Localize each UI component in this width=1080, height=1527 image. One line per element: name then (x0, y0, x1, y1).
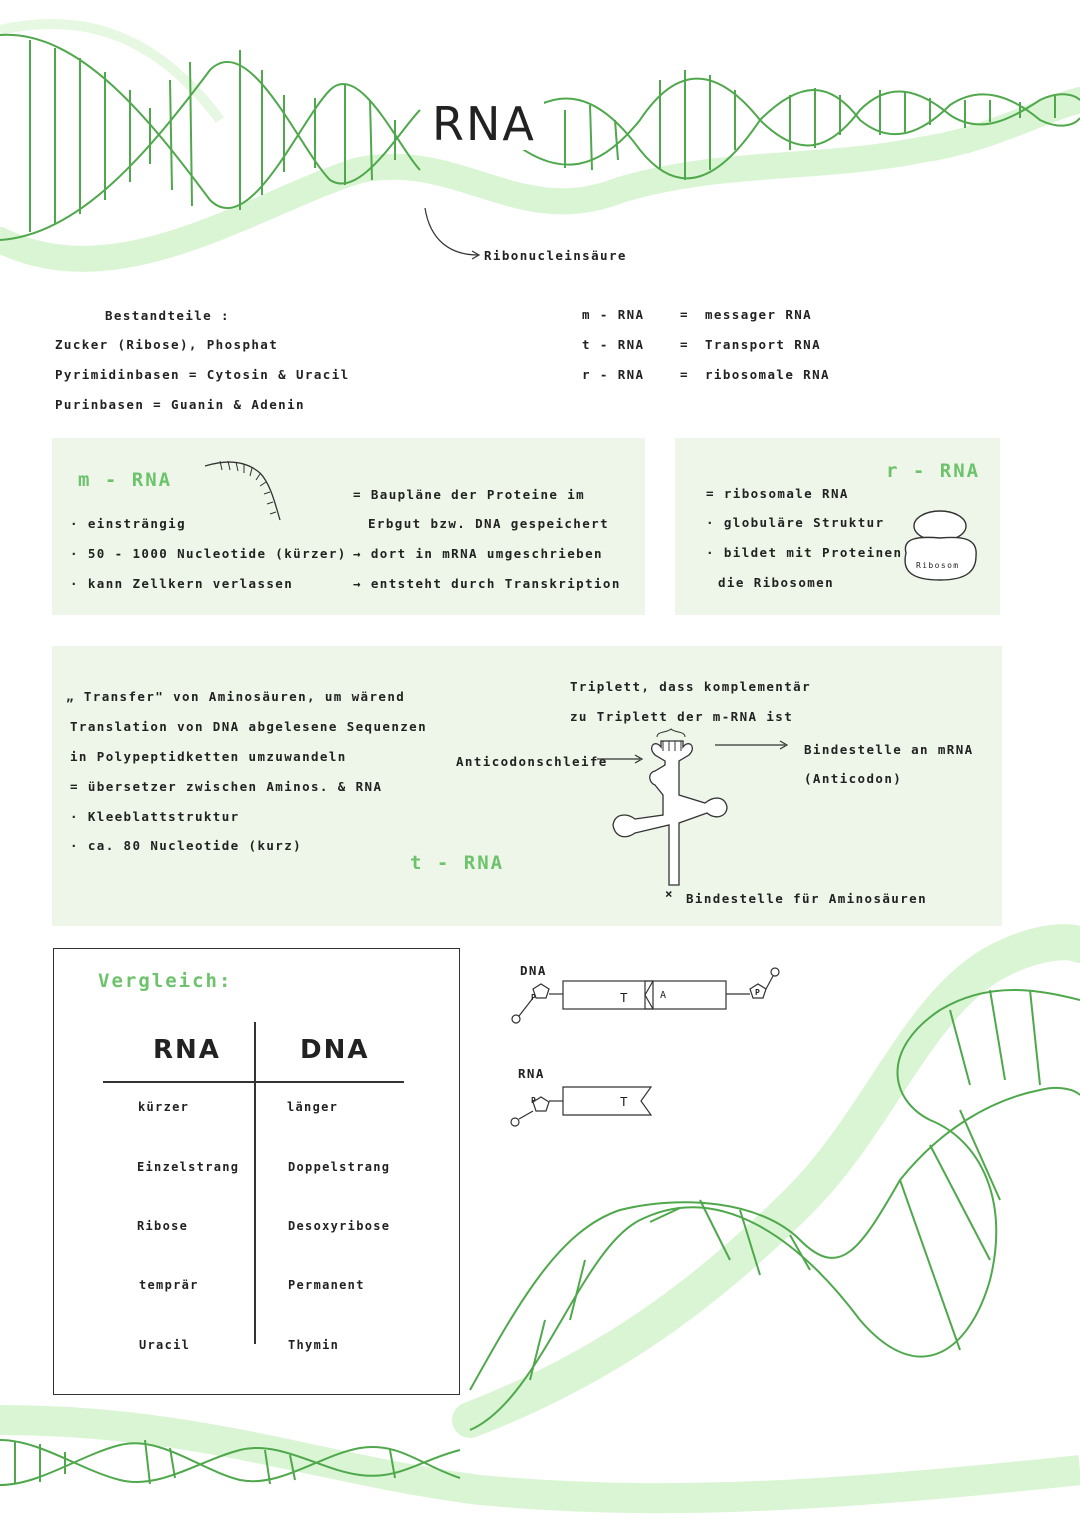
subtitle: Ribonucleinsäure (484, 248, 627, 263)
col-rna-header: RNA (153, 1035, 221, 1065)
bestandteile-line: Purinbasen = Guanin & Adenin (55, 397, 305, 412)
binding-amino-label: Bindestelle für Aminosäuren (686, 891, 927, 906)
base-a-label: A (660, 990, 668, 1001)
type-eq: = (680, 307, 689, 322)
type-abbr: t - RNA (582, 337, 645, 352)
table-column-divider (254, 1022, 256, 1344)
rrna-heading: r - RNA (886, 460, 981, 482)
comparison-heading: Vergleich: (98, 970, 233, 992)
type-name: messager RNA (705, 307, 813, 322)
phosphate-label: P (531, 993, 538, 1002)
trna-line: in Polypeptidketten umzuwandeln (70, 749, 347, 764)
table-cell-rna: temprär (139, 1278, 199, 1292)
table-cell-rna: Uracil (139, 1338, 191, 1352)
rrna-line: · bildet mit Proteinen (706, 545, 903, 560)
trna-line: Translation von DNA abgelesene Sequenzen (70, 719, 428, 734)
mrna-bullet: · kann Zellkern verlassen (70, 576, 294, 591)
phosphate-label: P (531, 1096, 538, 1105)
type-abbr: r - RNA (582, 367, 645, 382)
type-name: ribosomale RNA (705, 367, 830, 382)
table-cell-dna: Doppelstrang (288, 1160, 391, 1174)
type-name: Transport RNA (705, 337, 822, 352)
trna-line: · Kleeblattstruktur (70, 809, 240, 824)
type-abbr: m - RNA (582, 307, 645, 322)
comparison-box (53, 948, 460, 1395)
mrna-heading: m - RNA (78, 469, 173, 491)
mrna-desc: = Baupläne der Proteine im (353, 487, 586, 502)
base-t-label: T (620, 990, 629, 1005)
ribosome-icon (898, 508, 982, 588)
rrna-line: = ribosomale RNA (706, 486, 849, 501)
triplet-line: Triplett, dass komplementär (570, 679, 811, 694)
ribosome-label: Ribosom (916, 561, 960, 570)
nucleotide-diagram (505, 962, 795, 1132)
type-eq: = (680, 337, 689, 352)
trna-heading: t - RNA (410, 852, 505, 874)
table-cell-rna: Ribose (137, 1219, 189, 1233)
binding-mrna-label: (Anticodon) (804, 771, 903, 786)
mrna-bullet: · 50 - 1000 Nucleotide (kürzer) (70, 546, 347, 561)
table-cell-rna: Einzelstrang (137, 1160, 240, 1174)
trna-line: · ca. 80 Nucleotide (kurz) (70, 838, 303, 853)
trna-cloverleaf-icon (595, 725, 805, 895)
bestandteile-line: Pyrimidinbasen = Cytosin & Uracil (55, 367, 350, 382)
x-mark: × (665, 886, 674, 901)
mrna-desc: → dort in mRNA umgeschrieben (353, 546, 603, 561)
rrna-line: · globuläre Struktur (706, 515, 885, 530)
base-t-label: T (620, 1094, 629, 1109)
table-cell-dna: länger (287, 1100, 339, 1114)
col-dna-header: DNA (300, 1035, 370, 1065)
trna-line: „ Transfer" von Aminosäuren, um wärend (66, 689, 406, 704)
type-eq: = (680, 367, 689, 382)
bestandteile-line: Zucker (Ribose), Phosphat (55, 337, 279, 352)
table-cell-dna: Thymin (288, 1338, 340, 1352)
phosphate-label: P (755, 988, 762, 997)
mrna-desc: → entsteht durch Transkription (353, 576, 621, 591)
table-cell-dna: Permanent (288, 1278, 365, 1292)
mrna-desc: Erbgut bzw. DNA gespeichert (368, 516, 609, 531)
triplet-line: zu Triplett der m-RNA ist (570, 709, 794, 724)
trna-line: = übersetzer zwischen Aminos. & RNA (70, 779, 383, 794)
rna-label: RNA (518, 1066, 545, 1081)
dna-label: DNA (520, 963, 547, 978)
bestandteile-heading: Bestandteile : (105, 308, 230, 323)
table-cell-rna: kürzer (138, 1100, 190, 1114)
rrna-line: die Ribosomen (718, 575, 835, 590)
mrna-bullet: · einsträngig (70, 516, 187, 531)
table-cell-dna: Desoxyribose (288, 1219, 391, 1233)
page-title: RNA (424, 98, 544, 150)
binding-mrna-label: Bindestelle an mRNA (804, 742, 974, 757)
mrna-strand-icon (200, 458, 290, 528)
anticodon-loop-label: Anticodonschleife (456, 754, 608, 769)
